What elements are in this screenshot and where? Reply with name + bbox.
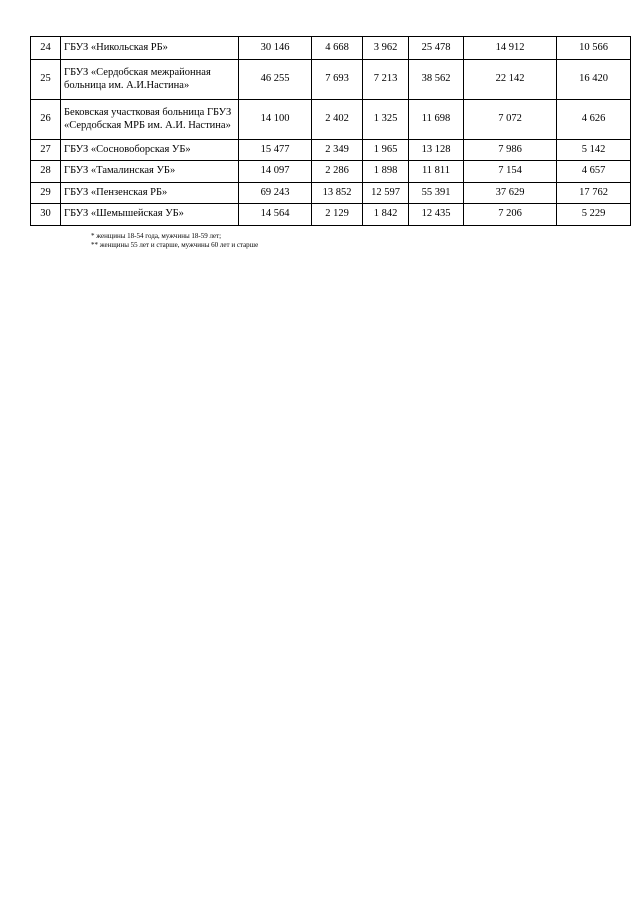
value-cell: 14 912	[464, 37, 557, 60]
value-cell: 1 898	[363, 161, 409, 183]
value-cell: 13 852	[312, 183, 363, 204]
value-cell: 7 072	[464, 100, 557, 140]
institution-name: ГБУЗ «Сердобская межрайонная больница им. А.И.Настина»	[61, 60, 239, 100]
value-cell: 2 402	[312, 100, 363, 140]
value-cell: 7 213	[363, 60, 409, 100]
value-cell: 13 128	[409, 140, 464, 161]
value-cell: 12 435	[409, 204, 464, 226]
value-cell: 30 146	[239, 37, 312, 60]
value-cell: 25 478	[409, 37, 464, 60]
value-cell: 15 477	[239, 140, 312, 161]
value-cell: 55 391	[409, 183, 464, 204]
value-cell: 14 097	[239, 161, 312, 183]
row-number: 30	[31, 204, 61, 226]
row-number: 24	[31, 37, 61, 60]
table-row	[31, 100, 631, 140]
row-number: 25	[31, 60, 61, 100]
value-cell: 2 349	[312, 140, 363, 161]
value-cell: 14 564	[239, 204, 312, 226]
footnotes	[91, 232, 258, 250]
value-cell: 4 626	[557, 100, 631, 140]
value-cell: 1 325	[363, 100, 409, 140]
value-cell: 46 255	[239, 60, 312, 100]
value-cell: 5 229	[557, 204, 631, 226]
value-cell: 7 693	[312, 60, 363, 100]
institution-name: ГБУЗ «Тамалинская УБ»	[61, 161, 239, 183]
institution-name: ГБУЗ «Пензенская РБ»	[61, 183, 239, 204]
table-row	[31, 204, 631, 226]
institution-name: ГБУЗ «Никольская РБ»	[61, 37, 239, 60]
value-cell: 4 668	[312, 37, 363, 60]
value-cell: 7 986	[464, 140, 557, 161]
value-cell: 16 420	[557, 60, 631, 100]
value-cell: 4 657	[557, 161, 631, 183]
value-cell: 1 842	[363, 204, 409, 226]
value-cell: 38 562	[409, 60, 464, 100]
value-cell: 22 142	[464, 60, 557, 100]
table-row	[31, 140, 631, 161]
value-cell: 7 206	[464, 204, 557, 226]
institution-name: ГБУЗ «Сосновоборская УБ»	[61, 140, 239, 161]
footnote-working-age: * женщины 18-54 года, мужчины 18-59 лет;	[91, 232, 222, 240]
value-cell: 37 629	[464, 183, 557, 204]
row-number: 28	[31, 161, 61, 183]
value-cell: 14 100	[239, 100, 312, 140]
table-row	[31, 37, 631, 60]
value-cell: 12 597	[363, 183, 409, 204]
footnote-pension-age: ** женщины 55 лет и старше, мужчины 60 лет и старше	[91, 241, 259, 249]
value-cell: 17 762	[557, 183, 631, 204]
value-cell: 11 811	[409, 161, 464, 183]
table-row	[31, 60, 631, 100]
table-body	[31, 37, 631, 226]
value-cell: 10 566	[557, 37, 631, 60]
value-cell: 1 965	[363, 140, 409, 161]
institution-name: Бековская участковая больница ГБУЗ «Сердобская МРБ им. А.И. Настина»	[61, 100, 239, 140]
institution-name: ГБУЗ «Шемышейская УБ»	[61, 204, 239, 226]
value-cell: 2 286	[312, 161, 363, 183]
row-number: 29	[31, 183, 61, 204]
table-row	[31, 183, 631, 204]
value-cell: 11 698	[409, 100, 464, 140]
table-row	[31, 161, 631, 183]
value-cell: 2 129	[312, 204, 363, 226]
value-cell: 7 154	[464, 161, 557, 183]
row-number: 26	[31, 100, 61, 140]
value-cell: 3 962	[363, 37, 409, 60]
value-cell: 5 142	[557, 140, 631, 161]
row-number: 27	[31, 140, 61, 161]
statistics-table	[30, 36, 631, 226]
value-cell: 69 243	[239, 183, 312, 204]
